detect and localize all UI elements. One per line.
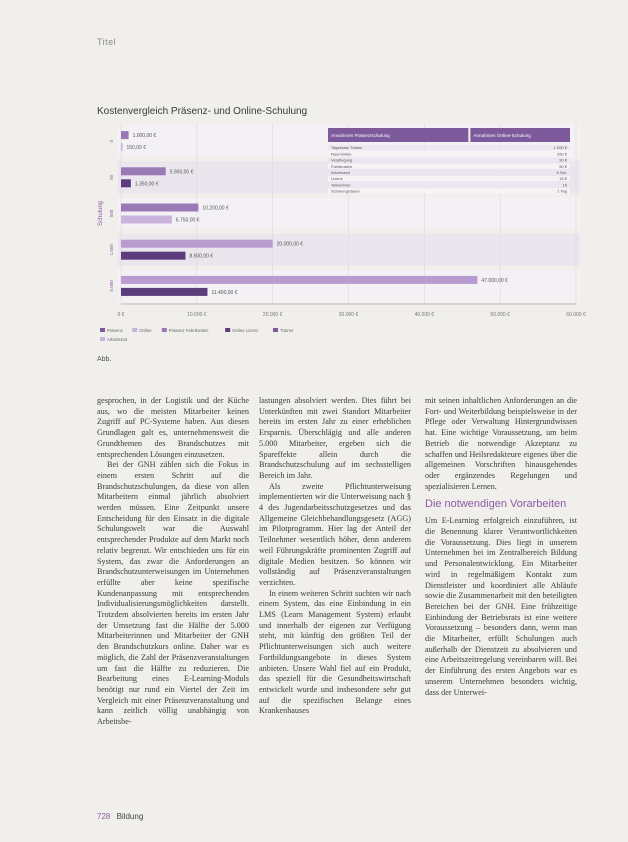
table-cell: 50 € — [559, 163, 567, 169]
table-cell: Tagessatz Trainer — [331, 145, 363, 151]
bar — [121, 252, 185, 260]
bar — [121, 288, 207, 296]
legend-label: Online — [139, 328, 152, 333]
text-column-3 — [425, 396, 577, 698]
legend-label: Präsenz Fahrtkosten — [168, 328, 209, 333]
legend-label: Arbeitszeit — [107, 337, 128, 342]
bar — [121, 179, 131, 187]
x-tick-label: 50.000 € — [490, 312, 510, 318]
bar-value-label: 8.500,00 € — [189, 253, 214, 260]
legend-label: Online Lizenz — [232, 328, 259, 333]
table-cell: 1.000 € — [553, 145, 567, 151]
table-header-text: Annahmen Präsenzschulung — [331, 133, 390, 138]
paragraph: Als zweite Pflichtunterweisung implementierten wir die Unterweisung nach § 4 des Jugendarbeitsschutzgesetzes und das Allgemeine Gleichbehandlungsgesetz (AGG) im Pilotprogramm. Hier lag der Anteil der Teilnehmer wesentlich höher, denn anderem weil Führungskräfte prominenten Zugriff auf digitale Medien besitzen. So können wir vollständig auf Präsenzveranstaltungen verzichten. — [259, 481, 411, 587]
group-label: 500 — [109, 209, 114, 218]
bar-value-label: 5.900,00 € — [169, 169, 194, 176]
section-heading: Die notwendigen Vorarbeiten — [425, 498, 567, 511]
group-label: 50 — [109, 174, 114, 180]
x-tick-label: 10.000 € — [187, 312, 207, 318]
group-band — [118, 197, 580, 229]
bar-value-label: 20.000,00 € — [276, 241, 304, 248]
bar-value-label: 1.350,00 € — [134, 181, 159, 188]
legend-swatch — [100, 337, 105, 341]
paragraph: Um E-Learning erfolgreich einzuführen, ist die Benennung klarer Verantwortlichkeiten die Voraussetzung. Dies liegt in unserem Unternehmen bei im Zentralbereich Bildung und Personalentwicklung. Ein Mitarbeiter wird in regelmäßigem Kontakt zum Dienstleister und koordiniert alle Abläufe sowie die Zusammenarbeit mit den beteiligten Bereichen bei der GNH. Eine frühzeitige Einbindung der Betriebsrats ist eine weitere Voraussetzung – besonders dann, wenn man die Mitarbeiter, erfüllt Schulungen auch außerhalb der Dienstzeit zu absolvieren und eine Arbeitszeitregelung vereinbaren will. Bei der Einführung des ersten Angebots war es unserem Unternehmen besonders wichtig, dass der Unterwei- — [425, 516, 577, 697]
figure-label: Abb. — [97, 356, 112, 363]
legend-swatch — [100, 328, 105, 332]
table-cell: Raummiete — [331, 151, 352, 157]
table-cell: Fahrtkosten — [331, 163, 353, 169]
figure-title: Kostenvergleich Präsenz- und Online-Schulung — [97, 106, 308, 117]
x-tick-label: 40.000 € — [414, 312, 435, 318]
bar — [121, 143, 123, 151]
paragraph: Bei der GNH zählen sich die Fokus in einem ersten Schritt auf die Brandschutzschulungen, da diese von allen Mitarbeitern einmal jährlich absolviert werden müssen. Eine Zeitpunkt unsere Entscheidung für den Einsatz in die digitale Schulungswelt war die Auswahl entsprechender Produkte auf dem Markt noch relativ begrenzt. Wir entschieden uns für ein System, das zwar die Anforderungen an Brandschutzunterweisungen im Unternehmen erfüllte aber keine spezifische Kundenanpassung mit entsprechenden Individualisierungsmöglichkeiten darstellt. Trotzdem absolvierten bereits im ersten Jahr der Umsetzung fast die Hälfte der 5.000 Mitarbeiterinnen und Mitarbeiter der GNH den Brandschutzkurs online. Daher war es möglich, die Zahl der Präsenzveranstaltungen um fast die Hälfte zu reduzieren. Die Bearbeitung eines E-Learning-Moduls benötigt nur rund ein Viertel der Zeit im Vergleich mit einer Präsenzveranstaltung und kann zeitlich völlig unabhängig von Arbeitsbe- — [97, 460, 249, 727]
table-cell: 8 Std. — [556, 170, 567, 175]
table-cell: 30 € — [559, 157, 567, 163]
table-cell: Teilnehmer — [331, 182, 351, 188]
bar-value-label: 10.200,00 € — [202, 205, 229, 212]
y-axis-label: Schulung — [98, 200, 104, 227]
table-row — [328, 145, 570, 150]
page-footer — [97, 812, 143, 821]
table-cell: 15 € — [559, 176, 567, 182]
group-label: 5 — [109, 139, 114, 143]
legend-swatch — [132, 328, 137, 332]
bar-value-label: 150,00 € — [126, 145, 146, 152]
table-cell: Verpflegung — [331, 157, 353, 163]
text-column-1 — [97, 396, 249, 728]
x-tick-label: 60.000 € — [566, 312, 586, 318]
x-tick-label: 30.000 € — [338, 312, 359, 318]
group-band — [118, 234, 580, 266]
paragraph: In einem weiteren Schritt suchten wir nach einem System, das eine Einbindung in ein LMS (Learn Management System) erlaubt und innerhalb der eigenen zur Verfügung steht, mit künftig den größten Teil der Pflichtunterweisungen sich auch weitere Fortbildungsangebote in dieses System anbieten. Unsere Wahl fiel auf ein Produkt, das speziell für die Gesundheitswirtschaft entwickelt wurde und insbesondere sehr gut auf die spezifischen Belange eines Krankenhauses — [259, 588, 411, 716]
group-label: 5.000 — [109, 280, 114, 292]
table-row — [328, 157, 570, 162]
paragraph: gesprochen, in der Logistik und der Küche aus, wo die meisten Mitarbeiter keinen Zugriff auf PC-Systeme haben. Aus diesen Grundlagen galt es, unternehmensweit die Grundthemen des Brandschutzes mit entsprechenden Lösungen einzusetzen. — [97, 396, 249, 459]
cost-comparison-chart — [88, 118, 588, 350]
page-number: 728 — [97, 812, 111, 821]
table-row — [328, 176, 570, 181]
table-row — [328, 182, 570, 187]
section-name: Bildung — [116, 812, 144, 821]
text-column-2 — [259, 396, 411, 717]
table-cell: Schulungsdauer — [331, 188, 360, 194]
legend-swatch — [225, 328, 230, 332]
table-row — [328, 188, 570, 193]
bar — [121, 131, 129, 139]
legend-label: Trainer — [280, 328, 294, 333]
table-row — [328, 151, 570, 156]
table-cell: 15 — [562, 182, 567, 188]
bar — [121, 167, 166, 175]
bar-value-label: 11.400,00 € — [211, 289, 238, 296]
x-tick-label: 20.000 € — [262, 312, 283, 318]
legend-swatch — [273, 328, 278, 332]
table-cell: Arbeitszeit — [331, 170, 350, 175]
legend-label: Präsenz — [107, 328, 123, 333]
bar — [121, 240, 273, 248]
bar-value-label: 1.000,00 € — [132, 133, 157, 140]
table-cell: Lizenz — [331, 176, 343, 182]
bar-value-label: 6.750,00 € — [175, 217, 200, 224]
paragraph: lastungen absolviert werden. Dies führt bei Unterkünften mit zwei Standort Mitarbeiter bereits im ersten Jahr zu einer erheblichen Ersparnis. Überschlägig und alle anderen 5.000 Mitarbeiter, ergeben sich die Spareffekte allein durch die Brandschutzschulung auf im sechsstelligen Bereich im Jahr. — [259, 396, 411, 480]
x-tick-label: 0 € — [117, 312, 125, 318]
bar — [121, 216, 172, 224]
table-row — [328, 170, 570, 175]
group-band — [118, 270, 580, 302]
paragraph: mit seinen inhaltlichen Anforderungen an die Fort- und Weiterbildung beispielsweise in der Pflege oder Verwaltung Hintergrundwissen hat. Eine wichtige Voraussetzung, um beim Betrieb die notwendige Akzeptanz zu schaffen und Heilsredakteure eigenes über die allgemeinen Vorschriften hinausgehendes oder ergänzendes Regelungen und spezialisieren Lernen. — [425, 396, 577, 491]
bar — [121, 276, 477, 284]
bar-value-label: 47.000,00 € — [481, 277, 508, 284]
legend-swatch — [162, 328, 167, 332]
running-head: Titel — [97, 37, 117, 47]
table-row — [328, 164, 570, 169]
table-header-text: Annahmen Online-Schulung — [473, 133, 531, 138]
table-cell: 250 € — [556, 151, 567, 157]
group-label: 1.000 — [109, 244, 114, 256]
table-cell: 1 Tag — [557, 188, 567, 194]
bar — [121, 204, 198, 212]
